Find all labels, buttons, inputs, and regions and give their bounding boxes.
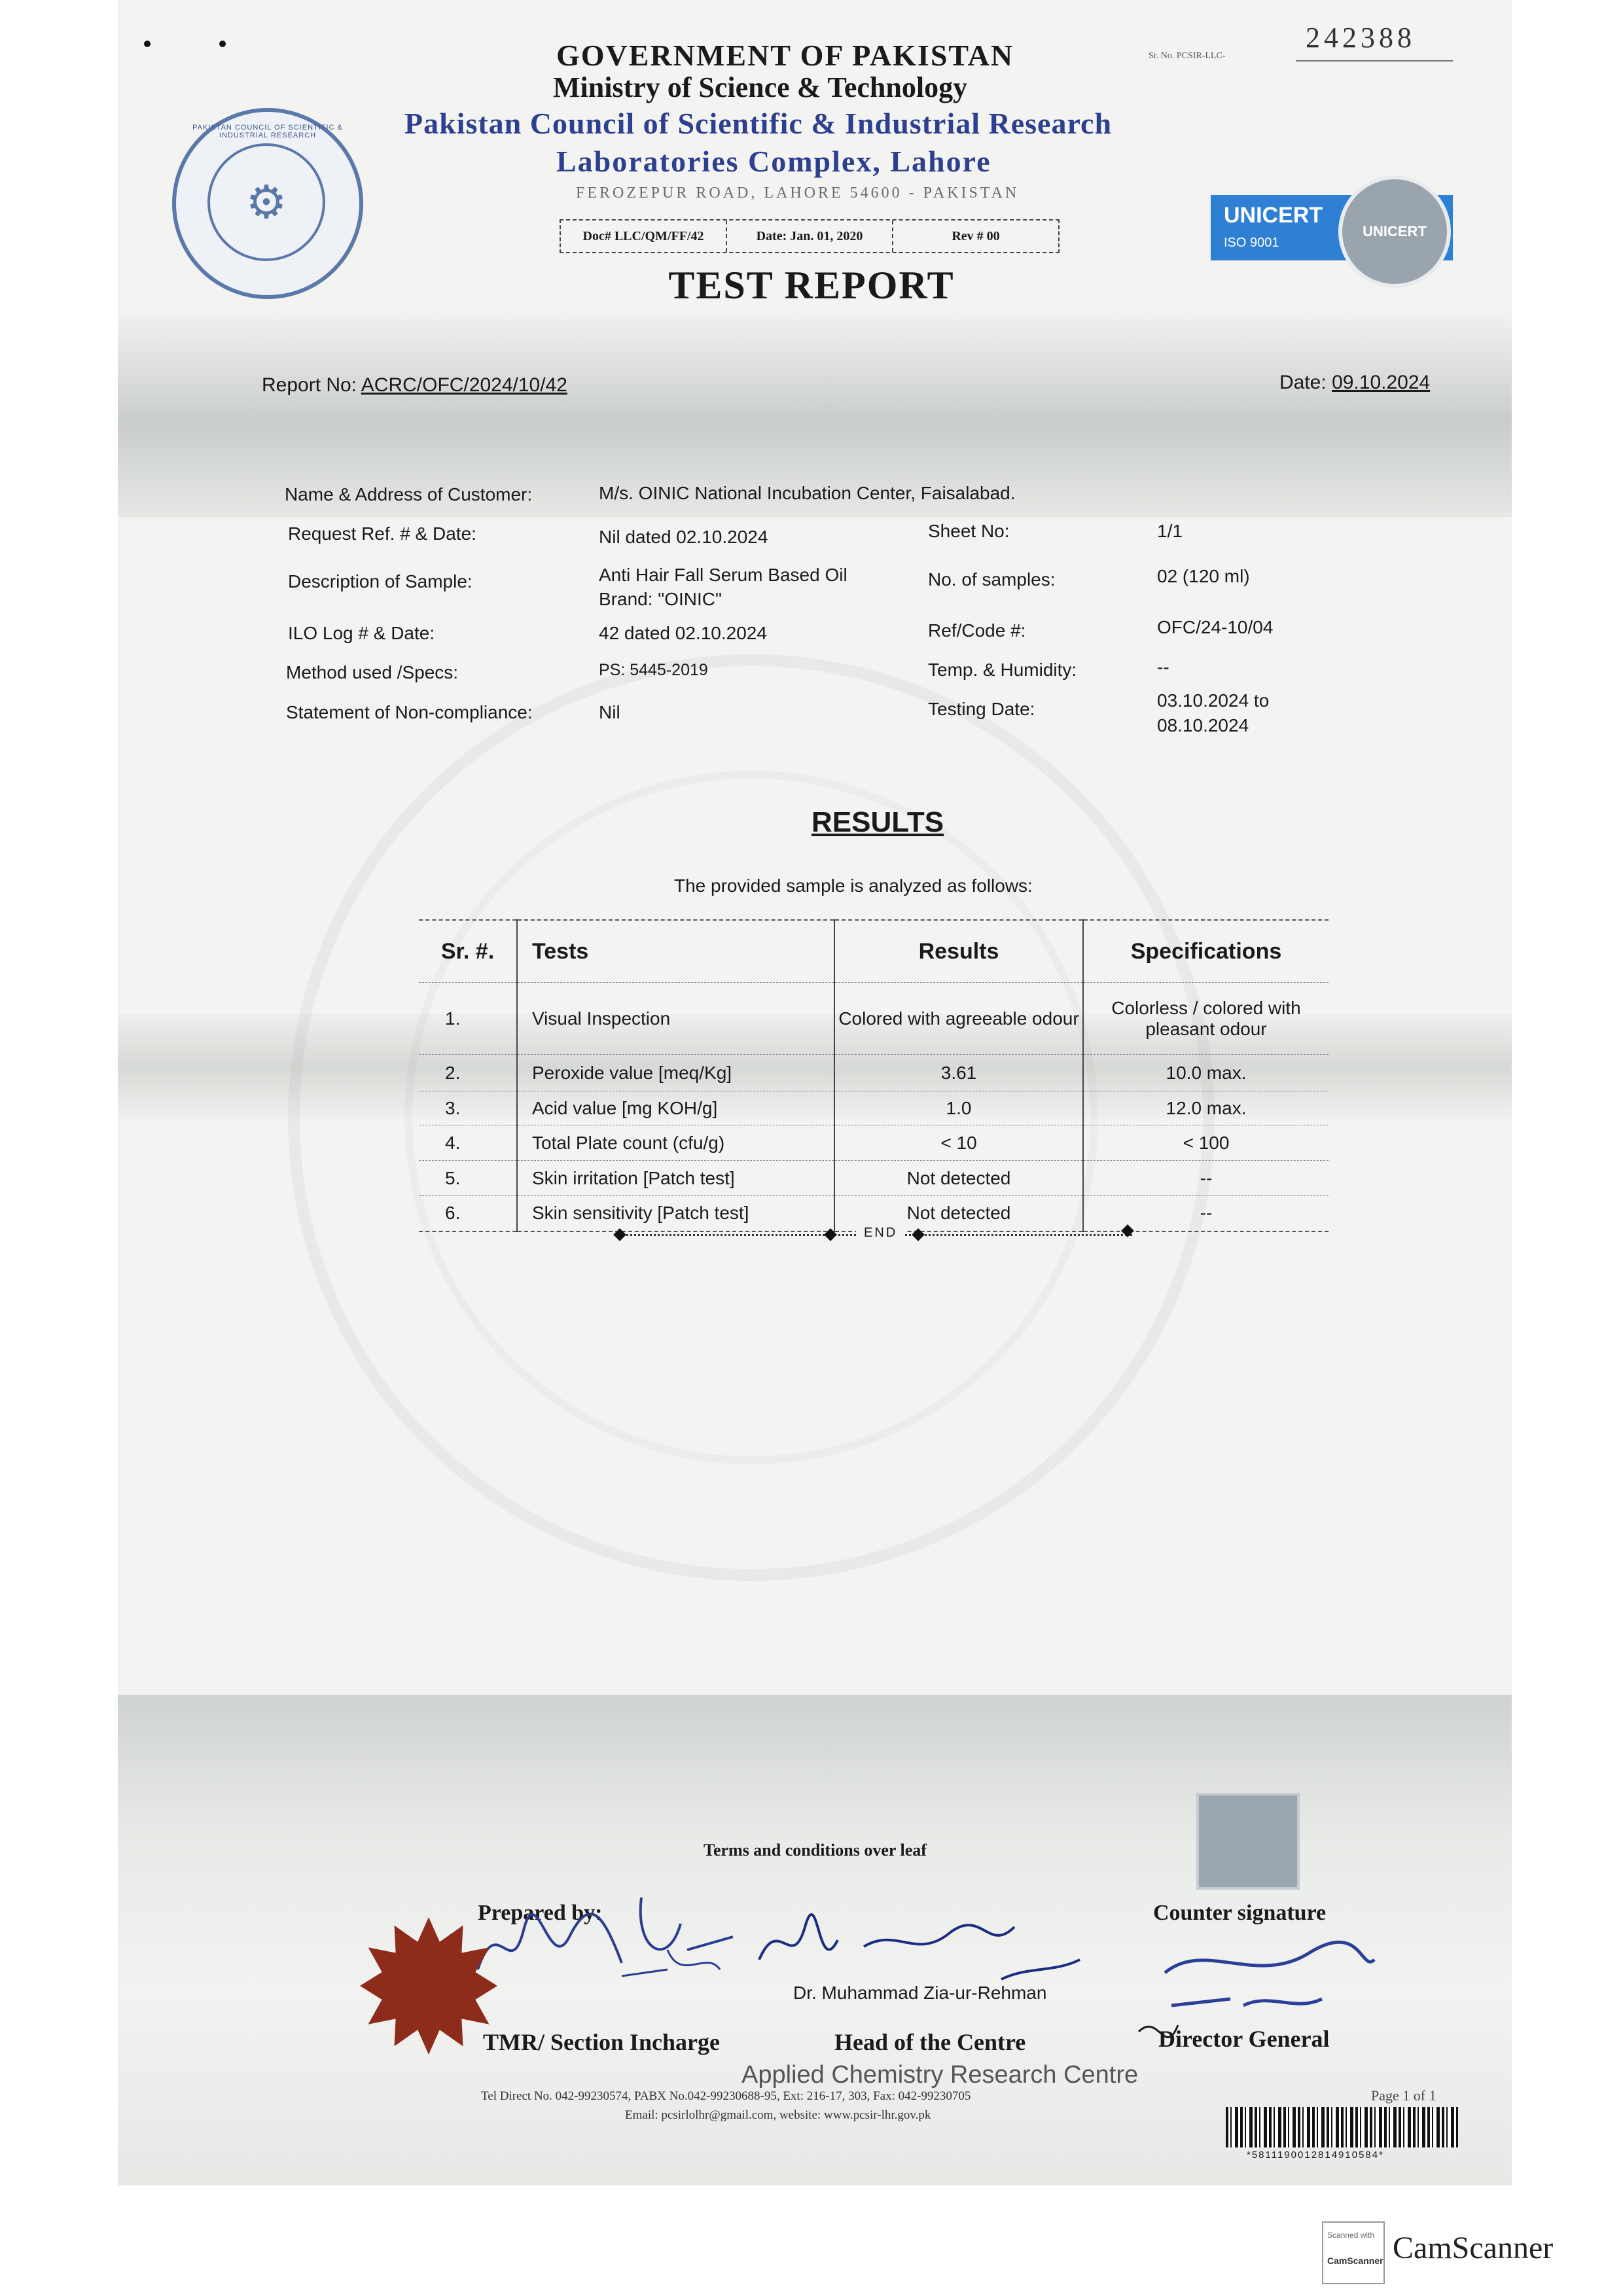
council-title: Pakistan Council of Scientific & Industrial Research (404, 107, 1113, 140)
director-general: Director General (1158, 2026, 1330, 2052)
cell-sr: 3. (419, 1091, 517, 1125)
cell-result: 1.0 (834, 1091, 1083, 1125)
serial-label: Sr. No. PCSIR-LLC- (1149, 51, 1226, 61)
ref-value: OFC/24-10/04 (1157, 617, 1274, 637)
customer-value: M/s. OINIC National Incubation Center, Faisalabad. (599, 483, 1016, 503)
table-row (419, 1161, 1329, 1196)
cell-spec: -- (1083, 1161, 1329, 1196)
table-row (419, 1125, 1329, 1161)
doc-date: Date: Jan. 01, 2020 (726, 221, 892, 252)
description-line-1: Anti Hair Fall Serum Based Oil (599, 565, 847, 585)
column-header-sr: Sr. #. (419, 920, 517, 983)
cell-sr: 1. (419, 983, 517, 1055)
signatory-name: Dr. Muhammad Zia-ur-Rehman (793, 1983, 1047, 2003)
cell-test: Skin sensitivity [Patch test] (517, 1196, 834, 1231)
request-value: Nil dated 02.10.2024 (599, 527, 768, 547)
testing-line-1: 03.10.2024 to (1157, 690, 1270, 711)
results-intro: The provided sample is analyzed as follows: (674, 875, 1033, 896)
testing-label: Testing Date: (928, 699, 1035, 719)
temp-value: -- (1157, 657, 1169, 677)
report-date-row (1279, 372, 1430, 394)
cell-test: Peroxide value [meq/Kg] (517, 1055, 834, 1091)
cell-sr: 5. (419, 1161, 517, 1196)
ilo-value: 42 dated 02.10.2024 (599, 623, 767, 643)
cell-result: 3.61 (834, 1055, 1083, 1091)
samples-value: 02 (120 ml) (1157, 566, 1250, 586)
cell-result: Not detected (834, 1196, 1083, 1231)
results-header-row (419, 920, 1329, 983)
report-number: ACRC/OFC/2024/10/42 (361, 374, 567, 396)
seal-emblem-icon: ⚙ (207, 143, 325, 261)
hologram-sticker (1196, 1793, 1300, 1890)
terms-note: Terms and conditions over leaf (704, 1841, 927, 1860)
cert-iso: ISO 9001 (1224, 236, 1279, 250)
barcode-text: *5811190012814910584* (1247, 2149, 1384, 2161)
results-heading: RESULTS (812, 806, 944, 838)
cell-result: Colored with agreeable odour (834, 983, 1083, 1055)
report-date: 09.10.2024 (1332, 372, 1431, 393)
cell-sr: 2. (419, 1055, 517, 1091)
counter-signature-label: Counter signature (1153, 1901, 1327, 1925)
head-of-centre: Head of the Centre (834, 2029, 1026, 2055)
table-row (419, 1055, 1329, 1091)
customer-label: Name & Address of Customer: (285, 484, 533, 504)
email-line: Email: pcsirlolhr@gmail.com, website: www.pcsir-lhr.gov.pk (625, 2108, 931, 2122)
column-header-results: Results (834, 920, 1083, 983)
ref-label: Ref/Code #: (928, 620, 1026, 641)
samples-label: No. of samples: (928, 569, 1056, 590)
unicert-badge (1211, 195, 1453, 260)
end-marker: END (856, 1226, 905, 1241)
prepared-by-label: Prepared by: (478, 1901, 603, 1925)
camscanner-logo-icon (1322, 2221, 1385, 2284)
noncompliance-label: Statement of Non-compliance: (286, 702, 533, 722)
cell-result: < 10 (834, 1125, 1083, 1161)
contact-line: Tel Direct No. 042-99230574, PABX No.042-99230688-95, Ext: 216-17, 303, Fax: 042-99230705 (481, 2089, 971, 2103)
camscanner-badge-bottom: CamScanner (1327, 2255, 1383, 2266)
doc-number: Doc# LLC/QM/FF/42 (582, 228, 704, 243)
lab-address: FEROZEPUR ROAD, LAHORE 54600 - PAKISTAN (576, 185, 1020, 202)
camscanner-badge-top: Scanned with (1327, 2231, 1375, 2240)
doc-revision: Rev # 00 (892, 221, 1058, 252)
serial-underline (1296, 60, 1453, 62)
laboratories-title: Laboratories Complex, Lahore (556, 145, 991, 178)
cell-test: Visual Inspection (517, 983, 834, 1055)
document-control-box (560, 219, 1060, 253)
column-header-specifications: Specifications (1083, 920, 1329, 983)
cert-badge-text: UNICERT (1363, 223, 1427, 239)
testing-line-2: 08.10.2024 (1157, 715, 1249, 735)
cell-test: Acid value [mg KOH/g] (517, 1091, 834, 1125)
method-value: PS: 5445-2019 (599, 661, 708, 679)
cert-name: UNICERT (1224, 203, 1323, 228)
scan-dot (144, 41, 151, 47)
cell-test: Total Plate count (cfu/g) (517, 1125, 834, 1161)
table-row (419, 1091, 1329, 1125)
barcode (1226, 2107, 1458, 2147)
table-row (419, 983, 1329, 1055)
temp-label: Temp. & Humidity: (928, 660, 1077, 680)
cell-result: Not detected (834, 1161, 1083, 1196)
method-label: Method used /Specs: (286, 662, 459, 682)
report-title: TEST REPORT (668, 264, 955, 307)
report-number-row (262, 374, 567, 397)
cell-sr: 6. (419, 1196, 517, 1231)
description-label: Description of Sample: (288, 571, 473, 592)
scan-dot (219, 41, 226, 47)
sheet-label: Sheet No: (928, 521, 1010, 541)
cell-spec: < 100 (1083, 1125, 1329, 1161)
tmr-section-incharge: TMR/ Section Incharge (483, 2029, 720, 2055)
cell-sr: 4. (419, 1125, 517, 1161)
government-title: GOVERNMENT OF PAKISTAN (556, 39, 1014, 72)
cell-spec: Colorless / colored with pleasant odour (1083, 983, 1329, 1055)
serial-number: 242388 (1306, 22, 1416, 54)
centre-stamp: Applied Chemistry Research Centre (741, 2061, 1139, 2089)
request-label: Request Ref. # & Date: (288, 523, 476, 544)
report-number-label: Report No: (262, 374, 357, 396)
ministry-title: Ministry of Science & Technology (553, 71, 968, 103)
seal-text: PAKISTAN COUNCIL OF SCIENTIFIC & INDUSTRIAL RESEARCH (192, 124, 343, 139)
cell-spec: -- (1083, 1196, 1329, 1231)
report-date-label: Date: (1279, 372, 1327, 393)
camscanner-label: CamScanner (1393, 2231, 1554, 2265)
column-header-tests: Tests (517, 920, 834, 983)
page-number: Page 1 of 1 (1371, 2087, 1436, 2104)
description-line-2: Brand: "OINIC" (599, 589, 722, 609)
cell-spec: 12.0 max. (1083, 1091, 1329, 1125)
prepared-by-signature (471, 1871, 746, 2005)
noncompliance-value: Nil (599, 702, 620, 722)
results-table (419, 919, 1329, 1232)
cell-spec: 10.0 max. (1083, 1055, 1329, 1091)
counter-signature-mark (1152, 1934, 1387, 2035)
ilo-label: ILO Log # & Date: (288, 623, 435, 643)
cell-test: Skin irritation [Patch test] (517, 1161, 834, 1196)
sheet-value: 1/1 (1157, 521, 1183, 541)
